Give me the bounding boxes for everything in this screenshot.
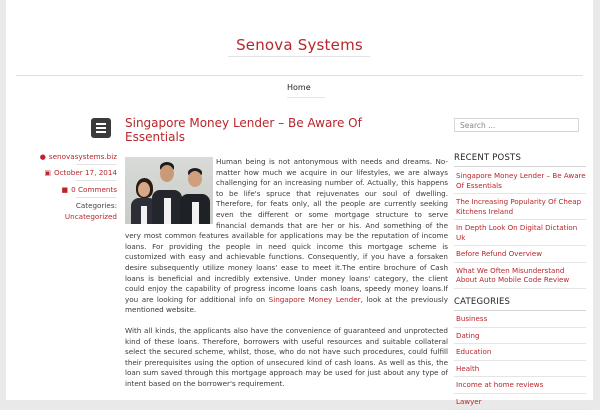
recent-posts-title: RECENT POSTS (454, 153, 521, 163)
meta-divider (76, 180, 116, 181)
money-lender-link[interactable]: Singapore Money Lender (269, 295, 361, 304)
post-title[interactable]: Singapore Money Lender – Be Aware Of Essentials (125, 116, 425, 144)
calendar-icon: ▣ (44, 169, 51, 177)
search-input[interactable]: Search ... (454, 118, 579, 132)
widget-divider (454, 166, 586, 167)
recent-post-link[interactable]: Before Refund Overview (454, 246, 586, 263)
post-content (125, 157, 448, 399)
categories-label: Categories: (76, 201, 117, 210)
post-paragraph-1 (125, 157, 448, 316)
comment-icon: ■ (62, 186, 69, 194)
recent-post-link[interactable]: In Depth Look On Digital Dictation Uk (454, 220, 586, 246)
meta-divider (76, 197, 116, 198)
recent-post-link[interactable]: The Increasing Popularity Of Cheap Kitchens Ireland (454, 194, 586, 220)
category-link[interactable]: Lawyer (454, 394, 586, 410)
categories-title: CATEGORIES (454, 297, 510, 307)
site-title[interactable]: Senova Systems (6, 36, 593, 54)
post-format-icon (91, 118, 111, 138)
category-link[interactable]: Dating (454, 328, 586, 345)
recent-post-link[interactable]: What We Often Misunderstand About Auto Mobile Code Review (454, 263, 586, 289)
nav-underline (287, 97, 325, 98)
paragraph-text-end: , look at the previously mentioned website. (125, 295, 448, 315)
nav-home-link[interactable]: Home (287, 83, 311, 92)
category-link[interactable]: Health (454, 361, 586, 378)
post-paragraph-2: With all kinds, the applicants also have the convenience of guaranteed and unprotected kind of these loans. Therefore, borrowers with useful resources and suitable collateral select the secured scheme, whilst, those, who do not have such procedures, could fulfill their prerequisites using the option of unsecured kind of cash loans. As well as this, the loan sum saved through this mortgage approach may be used for just about any type of intent based on the borrower's requirement. (125, 326, 448, 390)
image-spacer (125, 157, 216, 226)
page (6, 0, 593, 400)
paragraph-text: Human being is not antonymous with needs and dreams. No-matter how much we acquire in our lifestyles, we are always challenging for an increasing number of. Actually, this happens to be life's spruce that rejuvenates our soul of dwelling. Therefore, for feats only, all the people are currently seeking even the different or some mortgage structure to serve financial demands that are her or his. And something of the very most common features available for applications may be the reputation of income loans. For providing the people in need quick income this mortgage scheme is customized with easy and achievable functions. Consequently, if you have a forsaken desire subsequently utilize money loans' ease to meet it.The entire brochure of Cash loans is beneficial and incredibly extensive. Under money loans' category, the client could enjoy the capability of progress income loans cash loans, speedy money loans.If you are looking for additional info on (125, 157, 448, 304)
category-link[interactable]: Education (454, 344, 586, 361)
category-link[interactable]: Business (454, 311, 586, 328)
post-author-label[interactable]: senovasystems.biz (49, 152, 117, 161)
title-underline (228, 56, 370, 57)
post-author[interactable] (40, 152, 117, 161)
post-date[interactable] (44, 168, 117, 177)
categories-list (454, 311, 586, 410)
post-date-label[interactable]: October 17, 2014 (54, 168, 117, 177)
post-comments-label[interactable]: 0 Comments (71, 185, 117, 194)
category-link[interactable]: Income at home reviews (454, 377, 586, 394)
post-category-link[interactable]: Uncategorized (65, 212, 117, 221)
post-comments[interactable] (62, 185, 117, 194)
user-icon: ● (40, 153, 46, 161)
meta-divider (76, 164, 116, 165)
recent-posts-list (454, 168, 586, 289)
recent-post-link[interactable]: Singapore Money Lender – Be Aware Of Essentials (454, 168, 586, 194)
header-divider (16, 75, 583, 76)
